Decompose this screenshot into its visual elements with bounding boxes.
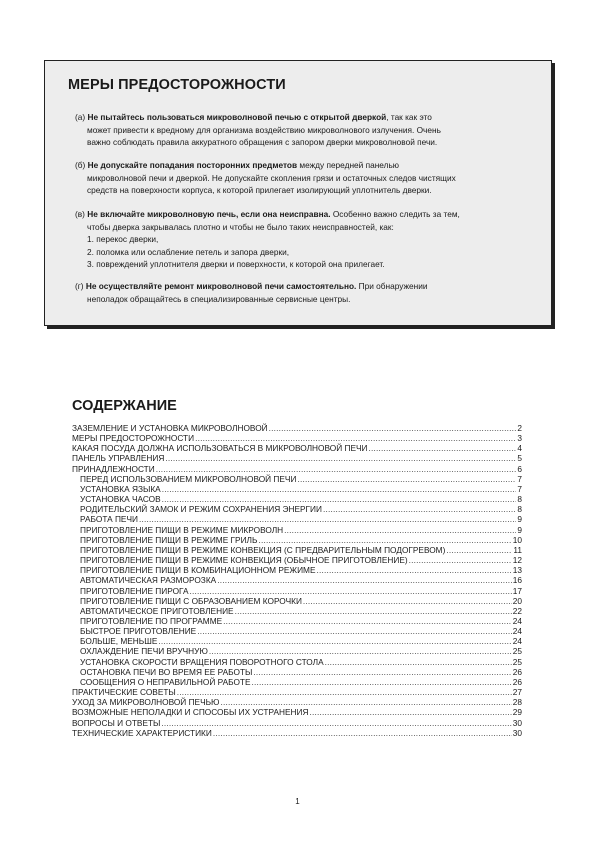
toc-entry-label: БОЛЬШЕ, МЕНЬШЕ <box>80 636 158 647</box>
toc-entry-label: УХОД ЗА МИКРОВОЛНОВОЙ ПЕЧЬЮ <box>72 697 220 708</box>
toc-entry-label: ПРИГОТОВЛЕНИЕ ПИЩИ В РЕЖИМЕ КОНВЕКЦИЯ (ОБЫЧНОЕ ПРИГОТОВЛЕНИЕ) <box>80 555 408 566</box>
toc-subentry[interactable] <box>72 596 522 606</box>
toc-entry-page: 4 <box>517 443 522 454</box>
toc-entry[interactable] <box>72 718 522 728</box>
toc-entry-label: ПРИНАДЛЕЖНОСТИ <box>72 463 155 474</box>
toc-subentry[interactable] <box>72 514 522 524</box>
leader-dots <box>368 443 516 453</box>
item-marker: (а) <box>75 112 86 122</box>
leader-dots <box>409 555 512 565</box>
toc-subentry[interactable] <box>72 667 522 677</box>
leader-dots <box>309 707 511 717</box>
toc-entry-label: ПРИГОТОВЛЕНИЕ ПИЩИ В РЕЖИМЕ КОНВЕКЦИЯ (С ПРЕДВАРИТЕЛЬНЫМ ПОДОГРЕВОМ) <box>80 544 446 555</box>
item-marker: (г) <box>75 281 84 291</box>
leader-dots <box>165 453 516 463</box>
item-bold-text: Не пытайтесь пользоваться микроволновой печью с открытой дверкой <box>87 112 387 122</box>
toc-entry-page: 7 <box>517 483 522 494</box>
toc-entry-label: ПРИГОТОВЛЕНИЕ ПИЩИ С ОБРАЗОВАНИЕМ КОРОЧКИ <box>80 595 302 606</box>
toc-entry-page: 24 <box>512 636 522 647</box>
toc-entry-page: 20 <box>512 595 522 606</box>
leader-dots <box>269 423 517 433</box>
leader-dots <box>258 535 511 545</box>
precaution-item-v <box>75 208 535 271</box>
leader-dots <box>253 667 511 677</box>
precautions-box <box>44 60 552 326</box>
toc-entry-page: 30 <box>512 717 522 728</box>
toc-entry-label: ОХЛАЖДЕНИЕ ПЕЧИ ВРУЧНУЮ <box>80 646 208 657</box>
toc-entry-label: АВТОМАТИЧЕСКОЕ ПРИГОТОВЛЕНИЕ <box>80 605 234 616</box>
leader-dots <box>317 565 512 575</box>
toc-subentry[interactable] <box>72 636 522 646</box>
toc-entry-label: ВОПРОСЫ И ОТВЕТЫ <box>72 717 161 728</box>
toc-subentry[interactable] <box>72 555 522 565</box>
toc-entry-label: ПРИГОТОВЛЕНИЕ ПИРОГА <box>80 585 189 596</box>
toc-entry-label: УСТАНОВКА ЯЗЫКА <box>80 483 161 494</box>
toc-entry-label: БЫСТРОЕ ПРИГОТОВЛЕНИЕ <box>80 626 197 637</box>
toc-entry-page: 9 <box>517 524 522 535</box>
leader-dots <box>209 646 512 656</box>
toc-entry-page: 27 <box>512 687 522 698</box>
item-text: , так как это <box>386 112 432 122</box>
item-line: может привести к вредному для организма воздействию микроволнового излучения. Очень <box>87 124 441 135</box>
item-bold-text: Не включайте микроволновую печь, если она неисправна. <box>87 209 331 219</box>
leader-dots <box>235 606 512 616</box>
toc-entry-label: УСТАНОВКА СКОРОСТИ ВРАЩЕНИЯ ПОВОРОТНОГО СТОЛА <box>80 656 324 667</box>
toc-entry[interactable] <box>72 728 522 738</box>
toc-subentry[interactable] <box>72 525 522 535</box>
toc-entry-label: СООБЩЕНИЯ О НЕПРАВИЛЬНОЙ РАБОТЕ <box>80 676 251 687</box>
toc-entry-page: 30 <box>512 727 522 738</box>
toc-entry-page: 17 <box>512 585 522 596</box>
toc-entry-page: 2 <box>517 423 522 433</box>
toc-entry-label: ПРИГОТОВЛЕНИЕ ПИЩИ В КОМБИНАЦИОННОМ РЕЖИМЕ <box>80 565 316 576</box>
leader-dots <box>223 616 512 626</box>
toc-title: СОДЕРЖАНИЕ <box>72 398 177 414</box>
leader-dots <box>162 494 517 504</box>
leader-dots <box>177 687 512 697</box>
toc-entry-page: 29 <box>512 707 522 718</box>
toc-entry-label: ПЕРЕД ИСПОЛЬЗОВАНИЕМ МИКРОВОЛНОВОЙ ПЕЧИ <box>80 473 297 484</box>
toc-entry-page: 25 <box>512 646 522 657</box>
toc-entry-label: АВТОМАТИЧЕСКАЯ РАЗМОРОЗКА <box>80 575 217 586</box>
toc-entry-page: 7 <box>517 473 522 484</box>
toc-entry[interactable] <box>72 443 522 453</box>
item-text: между передней панелью <box>297 160 399 170</box>
page-number: 1 <box>295 797 300 806</box>
leader-dots <box>158 636 511 646</box>
toc-entry-page: 10 <box>512 534 522 545</box>
toc-subentry[interactable] <box>72 545 522 555</box>
leader-dots <box>323 504 516 514</box>
leader-dots <box>217 575 512 585</box>
toc-entry-label: ПАНЕЛЬ УПРАВЛЕНИЯ <box>72 453 165 464</box>
item-marker: (б) <box>75 160 86 170</box>
toc-entry-page: 3 <box>517 433 522 444</box>
precaution-item-b <box>75 159 535 197</box>
toc-entry-label: УСТАНОВКА ЧАСОВ <box>80 494 161 505</box>
leader-dots <box>195 433 516 443</box>
item-marker: (в) <box>75 209 85 219</box>
toc-entry-label: МЕРЫ ПРЕДОСТОРОЖНОСТИ <box>72 433 195 444</box>
precaution-item-g <box>75 280 535 305</box>
leader-dots <box>162 484 517 494</box>
item-line: 1. перекос дверки, <box>87 234 159 244</box>
toc-entry[interactable] <box>72 423 522 433</box>
toc-entry-page: 28 <box>512 697 522 708</box>
toc-subentry[interactable] <box>72 535 522 545</box>
toc-entry-label: ПРАКТИЧЕСКИЕ СОВЕТЫ <box>72 687 176 698</box>
toc-subentry[interactable] <box>72 626 522 636</box>
leader-dots <box>325 657 512 667</box>
toc-entry-label: ПРИГОТОВЛЕНИЕ ПИЩИ В РЕЖИМЕ ГРИЛЬ <box>80 534 258 545</box>
toc-subentry[interactable] <box>72 657 522 667</box>
leader-dots <box>446 545 512 555</box>
leader-dots <box>197 626 512 636</box>
toc-entry-page: 25 <box>512 656 522 667</box>
item-line: важно соблюдать правила аккуратного обращения с запором дверки микроволновой печи. <box>87 137 438 147</box>
leader-dots <box>284 525 516 535</box>
item-line: 2. поломка или ослабление петель и запора дверки, <box>87 246 290 257</box>
toc-subentry[interactable] <box>72 575 522 585</box>
leader-dots <box>213 728 512 738</box>
item-text: При обнаружении <box>356 281 428 291</box>
item-bold-text: Не осуществляйте ремонт микроволновой печи самостоятельно. <box>85 281 357 291</box>
toc-entry-label: ПРИГОТОВЛЕНИЕ ПО ПРОГРАММЕ <box>80 615 223 626</box>
toc-entry[interactable] <box>72 453 522 463</box>
item-line: 3. повреждений уплотнителя дверки и поверхности, к которой она прилегает. <box>87 259 385 269</box>
item-text: Особенно важно следить за тем, <box>330 209 460 219</box>
leader-dots <box>156 464 517 474</box>
leader-dots <box>252 677 512 687</box>
toc-entry-page: 13 <box>512 565 522 576</box>
precaution-item-a <box>75 111 535 149</box>
toc-subentry[interactable] <box>72 677 522 687</box>
toc-entry-page: 26 <box>512 676 522 687</box>
toc-entry-page: 6 <box>517 463 522 474</box>
toc-subentry[interactable] <box>72 504 522 514</box>
toc-subentry[interactable] <box>72 616 522 626</box>
toc-subentry[interactable] <box>72 494 522 504</box>
toc-entry-label: ВОЗМОЖНЫЕ НЕПОЛАДКИ И СПОСОБЫ ИХ УСТРАНЕНИЯ <box>72 707 309 718</box>
item-line: неполадок обращайтесь в специализированные сервисные центры. <box>87 293 351 304</box>
item-line: микроволновой печи и дверкой. Не допускайте скопления грязи и остаточных следов чистящих <box>87 172 456 183</box>
leader-dots <box>297 474 516 484</box>
toc-entry-page: 22 <box>512 605 522 616</box>
toc-entry-label: ЗАЗЕМЛЕНИЕ И УСТАНОВКА МИКРОВОЛНОВОЙ <box>72 423 268 433</box>
leader-dots <box>220 697 511 707</box>
toc-entry-page: 5 <box>517 453 522 464</box>
toc-subentry[interactable] <box>72 484 522 494</box>
table-of-contents <box>72 423 522 738</box>
toc-entry-page: 12 <box>512 555 522 566</box>
toc-subentry[interactable] <box>72 586 522 596</box>
leader-dots <box>190 586 512 596</box>
toc-entry-label: ПРИГОТОВЛЕНИЕ ПИЩИ В РЕЖИМЕ МИКРОВОЛН <box>80 524 284 535</box>
leader-dots <box>161 718 511 728</box>
leader-dots <box>139 514 516 524</box>
toc-entry[interactable] <box>72 687 522 697</box>
toc-entry-page: 26 <box>512 666 522 677</box>
toc-entry[interactable] <box>72 697 522 707</box>
toc-entry[interactable] <box>72 707 522 717</box>
toc-entry-label: ОСТАНОВКА ПЕЧИ ВО ВРЕМЯ ЕЕ РАБОТЫ <box>80 666 253 677</box>
toc-entry[interactable] <box>72 433 522 443</box>
toc-entry-label: РАБОТА ПЕЧИ <box>80 514 138 525</box>
toc-subentry[interactable] <box>72 606 522 616</box>
leader-dots <box>303 596 512 606</box>
toc-subentry[interactable] <box>72 474 522 484</box>
toc-entry-label: КАКАЯ ПОСУДА ДОЛЖНА ИСПОЛЬЗОВАТЬСЯ В МИКРОВОЛНОВОЙ ПЕЧИ <box>72 443 368 454</box>
toc-entry-label: ТЕХНИЧЕСКИЕ ХАРАКТЕРИСТИКИ <box>72 727 212 738</box>
toc-entry[interactable] <box>72 464 522 474</box>
toc-entry-page: 8 <box>517 504 522 515</box>
toc-entry-page: 8 <box>517 494 522 505</box>
toc-entry-page: 9 <box>517 514 522 525</box>
toc-entry-page: 11 <box>513 544 522 555</box>
item-line: чтобы дверка закрывалась плотно и чтобы не было таких неисправностей, как: <box>87 221 394 232</box>
item-line: средств на поверхности корпуса, к которой прилегает изолирующий уплотнитель дверки. <box>87 185 432 195</box>
toc-entry-label: РОДИТЕЛЬСКИЙ ЗАМОК И РЕЖИМ СОХРАНЕНИЯ ЭНЕРГИИ <box>80 504 322 515</box>
toc-entry-page: 24 <box>512 626 522 637</box>
toc-entry-page: 24 <box>512 615 522 626</box>
toc-subentry[interactable] <box>72 565 522 575</box>
item-bold-text: Не допускайте попадания посторонних предметов <box>87 160 298 170</box>
precautions-title: МЕРЫ ПРЕДОСТОРОЖНОСТИ <box>68 77 286 93</box>
toc-entry-page: 16 <box>512 575 522 586</box>
toc-subentry[interactable] <box>72 646 522 656</box>
